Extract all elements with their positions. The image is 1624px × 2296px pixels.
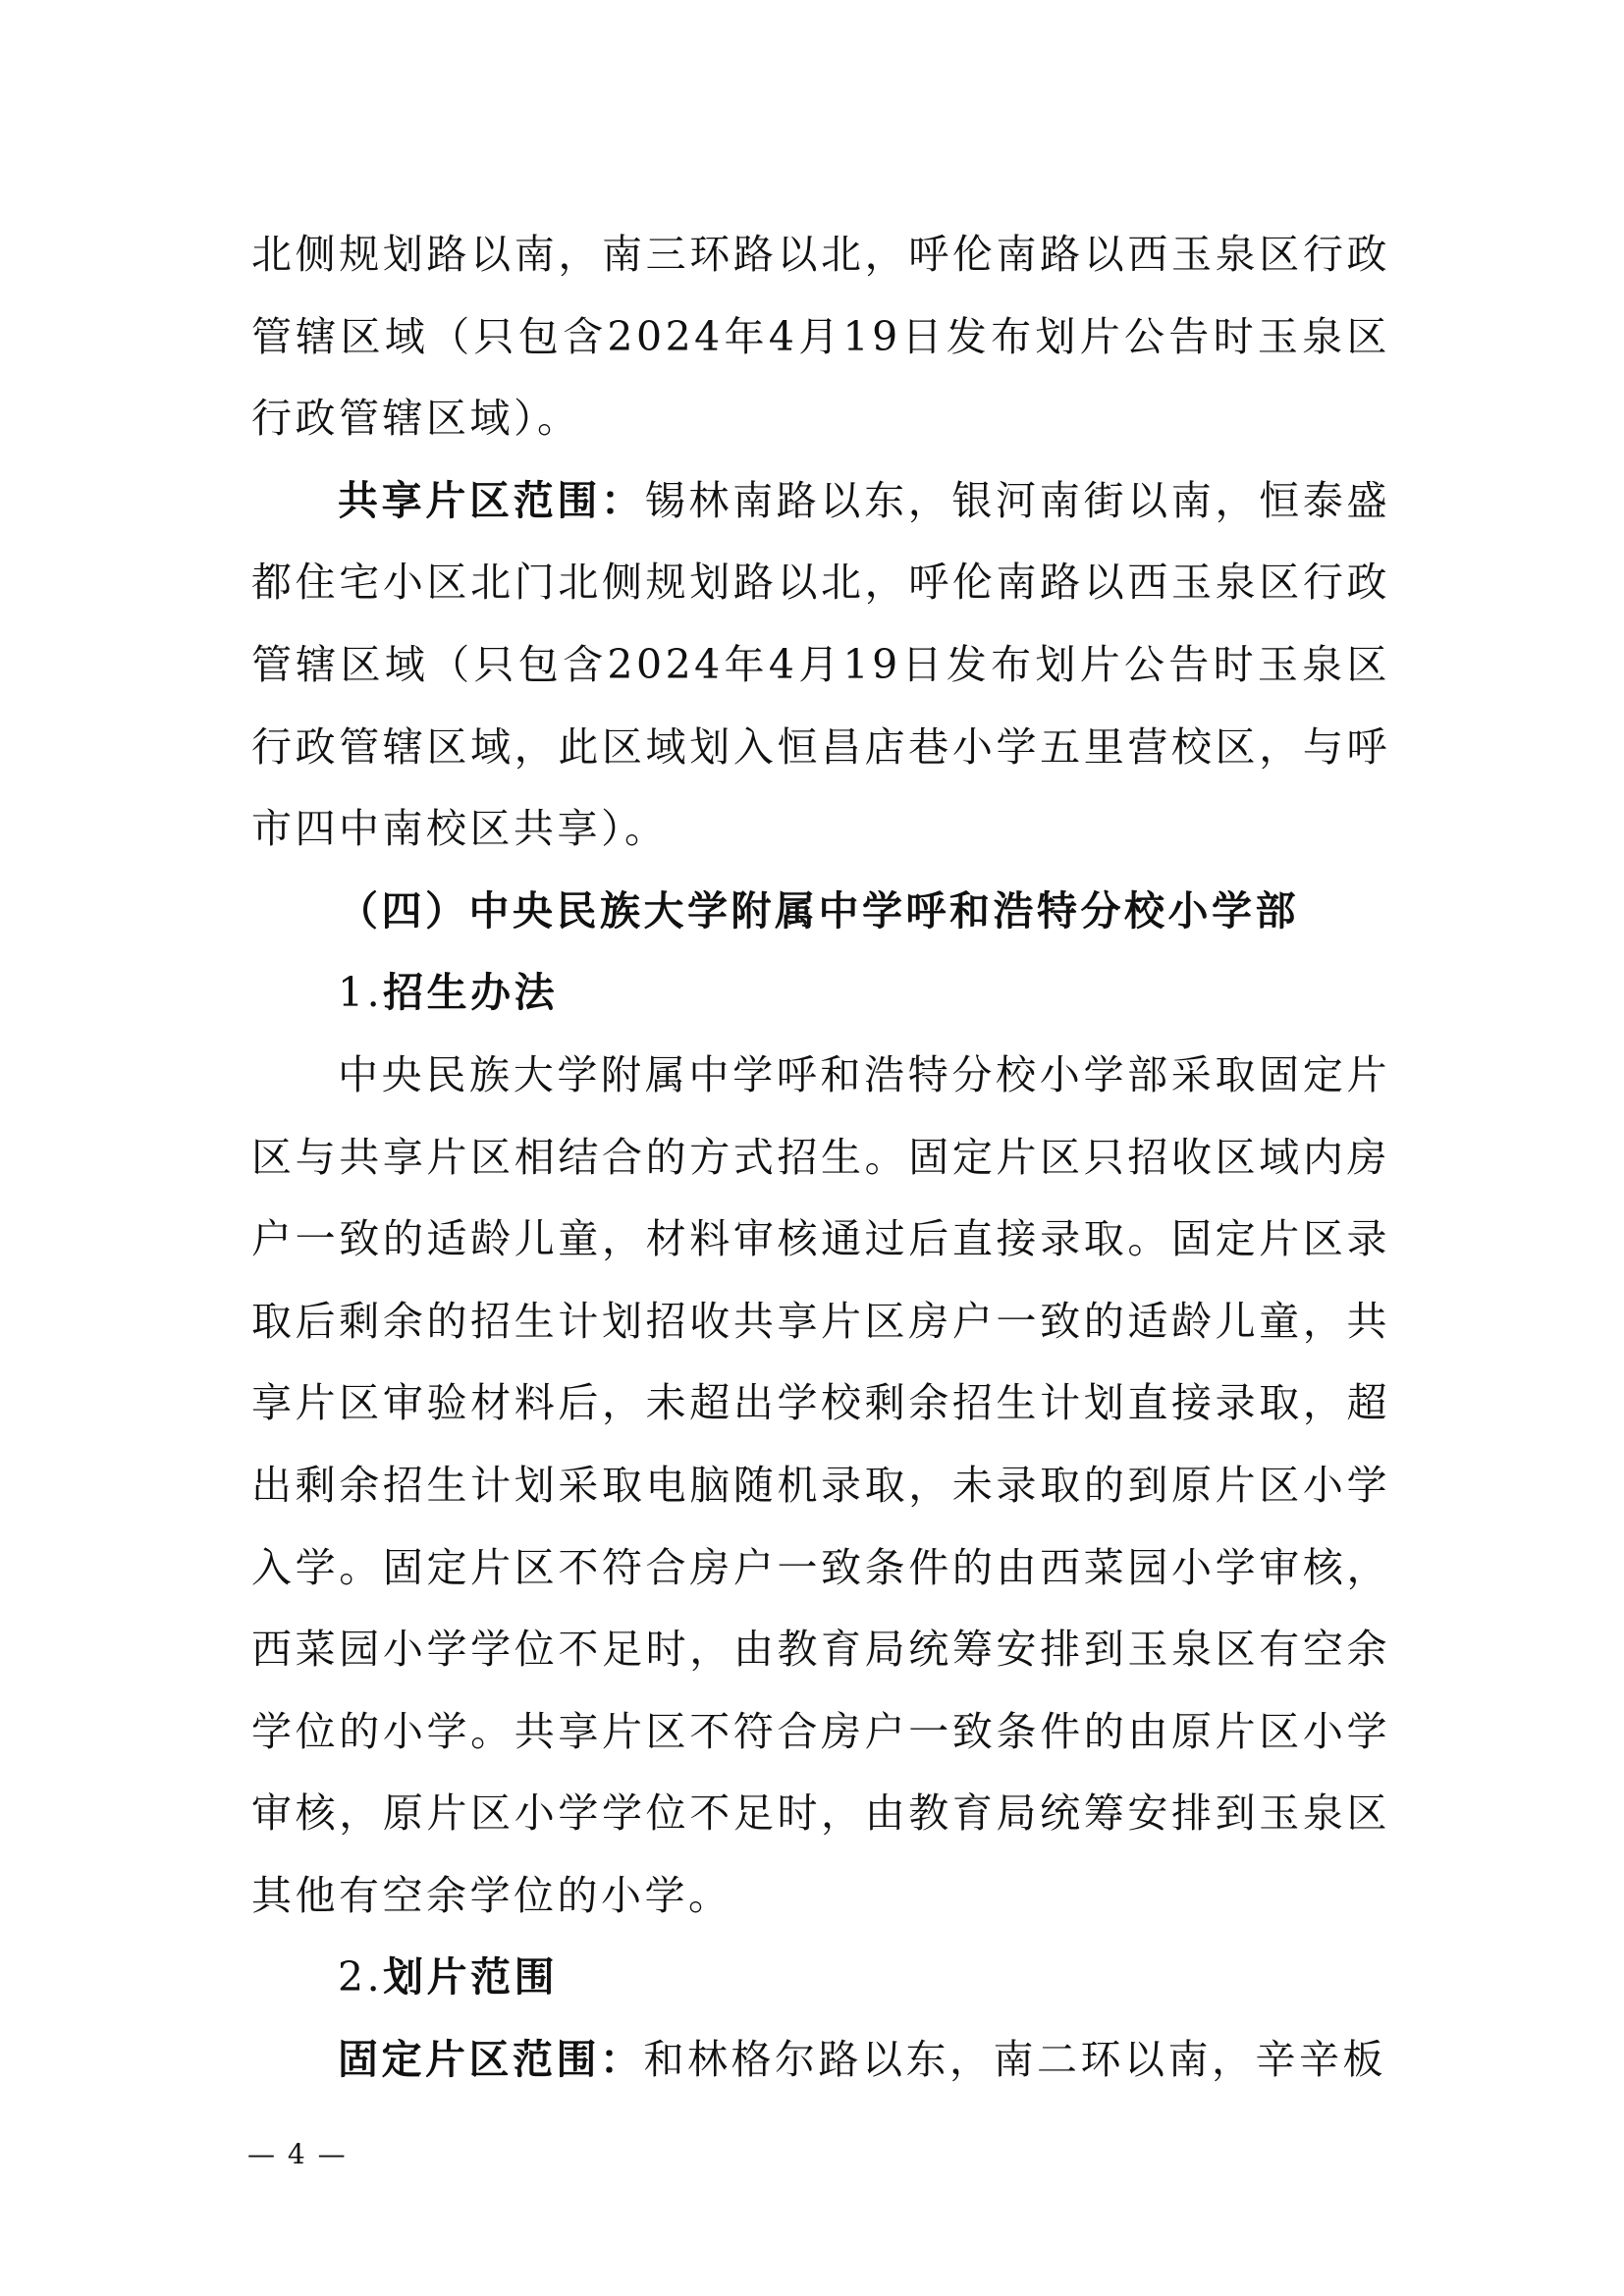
subheading-number: 1. [338, 969, 384, 1017]
fixed-zone-label: 固定片区范围： [338, 2036, 644, 2084]
subheading-text: 招生办法 [383, 969, 559, 1017]
subheading-enrollment-method [251, 952, 1390, 1035]
paragraph-fixed-zone [251, 2019, 1390, 2102]
section-title: （四）中央民族大学附属中学呼和浩特分校小学部 [338, 886, 1299, 934]
shared-zone-label: 共享片区范围： [338, 476, 645, 524]
paragraph-shared-zone [251, 460, 1390, 871]
subheading-text: 划片范围 [383, 1953, 559, 2002]
document-body [251, 214, 1390, 2102]
paragraph-fixed-zone-continuation: 北侧规划路以南，南三环路以北，呼伦南路以西玉泉区行政管辖区域（只包含2024年4月19日发布划片公告时玉泉区行政管辖区域）。 [251, 231, 1390, 443]
paragraph-enrollment-method: 中央民族大学附属中学呼和浩特分校小学部采取固定片区与共享片区相结合的方式招生。固定片区只招收区域内房户一致的适龄儿童，材料审核通过后直接录取。固定片区录取后剩余的招生计划招收共享片区房户一致的适龄儿童，共享片区审验材料后，未超出学校剩余招生计划直接录取，超出剩余招生计划采取电脑随机录取，未录取的到原片区小学入学。固定片区不符合房户一致条件的由西菜园小学审核，西菜园小学学位不足时，由教育局统筹安排到玉泉区有空余学位的小学。共享片区不符合房户一致条件的由原片区小学审核，原片区小学学位不足时，由教育局统筹安排到玉泉区其他有空余学位的小学。 [251, 1050, 1390, 1919]
page-number: — 4 — [247, 2138, 348, 2170]
fixed-zone-text: 和林格尔路以东，南二环以南，辛辛板 [643, 2036, 1386, 2084]
subheading-number: 2. [338, 1953, 384, 2002]
subheading-zoning-scope [251, 1937, 1390, 2019]
shared-zone-text: 锡林南路以东，银河南街以南，恒泰盛都住宅小区北门北侧规划路以北，呼伦南路以西玉泉区行政管辖区域（只包含2024年4月19日发布划片公告时玉泉区行政管辖区域，此区域划入恒昌店巷小学五里营校区，与呼市四中南校区共享）。 [251, 476, 1390, 853]
